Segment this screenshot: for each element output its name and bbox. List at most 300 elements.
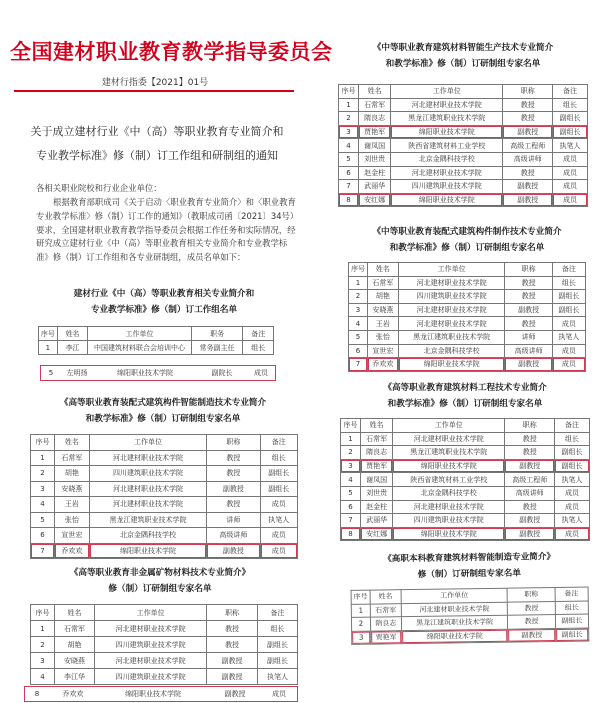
cell-title: 副教授 bbox=[207, 543, 260, 559]
cell-unit: 北京金隅科技学校 bbox=[89, 528, 206, 544]
cell-title: 副教授 bbox=[505, 514, 555, 528]
engineering-table bbox=[340, 418, 590, 541]
prefab-group-title-line-1: 《高等职业教育装配式建筑构件智能制造技术专业简介 bbox=[59, 398, 267, 408]
column-header-unit: 工作单位 bbox=[89, 435, 206, 451]
cell-no: 8 bbox=[339, 193, 359, 207]
cell-title: 常务副主任 bbox=[191, 341, 243, 355]
column-header-name: 姓名 bbox=[367, 263, 398, 277]
cell-note: 成员 bbox=[254, 369, 268, 377]
prefab-group-title bbox=[28, 395, 298, 427]
table-row bbox=[341, 514, 590, 528]
document-number: 建材行指委【2021】01号 bbox=[101, 78, 209, 88]
column-header-name: 姓名 bbox=[370, 590, 401, 604]
cell-title: 讲师 bbox=[207, 512, 260, 528]
cell-note: 组长 bbox=[243, 341, 274, 355]
table-header-row bbox=[349, 263, 586, 277]
cell-name: 谢凤国 bbox=[360, 473, 392, 487]
cell-unit: 河北建材职业技术学院 bbox=[95, 621, 207, 637]
column-header-note: 备注 bbox=[552, 263, 585, 277]
cell-title: 副教授 bbox=[207, 481, 260, 497]
table-row bbox=[341, 486, 590, 500]
column-header-no: 序号 bbox=[39, 327, 58, 341]
cell-note: 成员 bbox=[260, 543, 297, 559]
cell-no: 7 bbox=[31, 543, 55, 559]
cell-title: 副教授 bbox=[503, 125, 553, 139]
cell-title: 副院长 bbox=[211, 369, 233, 377]
cell-unit: 河北建材职业技术学院 bbox=[89, 497, 206, 513]
table-row bbox=[31, 512, 298, 528]
cell-title: 副教授 bbox=[224, 690, 246, 698]
cell-name: 石常军 bbox=[55, 450, 90, 466]
cell-unit: 四川建筑职业技术学院 bbox=[95, 637, 207, 653]
cell-unit: 陕西省建筑材料工业学校 bbox=[391, 139, 503, 153]
undergrad-title-line-1: 《高职本科教育建筑材料智能制造专业简介》 bbox=[383, 552, 556, 565]
table-row bbox=[31, 481, 298, 497]
cell-unit: 绵阳职业技术学院 bbox=[391, 193, 503, 207]
cell-name: 隋良志 bbox=[358, 112, 390, 126]
cell-no: 2 bbox=[341, 446, 361, 460]
cell-no: 4 bbox=[349, 317, 368, 331]
mining-group-title-line-1: 《高等职业教育非金属矿物材料技术专业简介》 bbox=[69, 568, 251, 578]
cell-no: 1 bbox=[39, 341, 58, 355]
prefab-group-title-line-2: 和教学标准》修（制）订研制组专家名单 bbox=[85, 414, 241, 424]
work-group-title-line-1: 建材行业《中（高）等职业教育相关专业简介和 bbox=[73, 289, 255, 299]
cell-no: 1 bbox=[349, 276, 368, 290]
cell-no: 5 bbox=[31, 512, 55, 528]
notice-title-line-1: 关于成立建材行业《中（高）等职业教育专业简介和 bbox=[30, 125, 284, 138]
cell-note: 副组长 bbox=[555, 446, 590, 460]
cell-unit: 黑龙江建筑职业技术学院 bbox=[398, 330, 505, 344]
salutation: 各相关职业院校和行业企业单位： bbox=[36, 183, 162, 193]
cell-name: 石常军 bbox=[55, 621, 95, 637]
cell-no: 3 bbox=[341, 459, 361, 473]
cell-name: 宣世宏 bbox=[367, 344, 398, 358]
cell-no: 4 bbox=[31, 497, 55, 513]
work-group-highlighted-row bbox=[40, 365, 276, 381]
cell-note: 成员 bbox=[552, 344, 585, 358]
mining-group-title-line-2: 修（制）订研制组专家名单 bbox=[108, 584, 212, 594]
column-header-no: 序号 bbox=[31, 435, 55, 451]
cell-note: 组长 bbox=[553, 98, 588, 112]
cell-no: 6 bbox=[349, 344, 368, 358]
column-header-unit: 工作单位 bbox=[401, 588, 508, 603]
column-header-note: 备注 bbox=[555, 419, 590, 433]
cell-title: 副教授 bbox=[505, 527, 555, 541]
table-row bbox=[339, 152, 588, 166]
mining-group-highlighted-row bbox=[24, 686, 298, 702]
engineering-title bbox=[336, 380, 594, 412]
cell-name: 胡艳 bbox=[55, 637, 95, 653]
cell-unit: 河北建材职业技术学院 bbox=[393, 432, 505, 446]
cell-title: 副教授 bbox=[207, 653, 258, 669]
cell-note: 成员 bbox=[552, 317, 585, 331]
cell-unit: 北京金隅科技学校 bbox=[393, 486, 505, 500]
column-header-title: 职称 bbox=[503, 85, 553, 99]
column-header-title: 职称 bbox=[207, 435, 260, 451]
cell-unit: 河北建材职业技术学院 bbox=[398, 276, 505, 290]
column-header-note: 备注 bbox=[553, 85, 588, 99]
cell-no: 7 bbox=[339, 180, 359, 194]
table-row bbox=[339, 166, 588, 180]
cell-name: 胡艳 bbox=[55, 466, 90, 482]
cell-note: 执笔人 bbox=[555, 514, 590, 528]
cell-no: 3 bbox=[339, 125, 359, 139]
cell-name: 石常军 bbox=[360, 432, 392, 446]
table-header-row bbox=[341, 419, 590, 433]
cell-name: 安晓燕 bbox=[55, 653, 95, 669]
cell-note: 执笔人 bbox=[555, 473, 590, 487]
table-row bbox=[31, 669, 298, 685]
cell-unit: 绵阳职业技术学院 bbox=[393, 527, 505, 541]
cell-title: 高级讲师 bbox=[207, 528, 260, 544]
table-row bbox=[31, 621, 298, 637]
cell-title: 高级工程师 bbox=[505, 473, 555, 487]
smart-production-table bbox=[338, 84, 588, 207]
cell-unit: 黑龙江建筑职业技术学院 bbox=[89, 512, 206, 528]
cell-no: 1 bbox=[31, 621, 55, 637]
table-header-row bbox=[339, 85, 588, 99]
column-header-unit: 工作单位 bbox=[391, 85, 503, 99]
cell-note: 副组长 bbox=[555, 628, 588, 642]
cell-unit: 绵阳职业技术学院 bbox=[89, 543, 206, 559]
prefab-group-table bbox=[30, 434, 298, 559]
cell-note: 成员 bbox=[553, 193, 588, 207]
column-header-note: 备注 bbox=[260, 435, 297, 451]
column-header-name: 姓名 bbox=[55, 605, 95, 621]
cell-title: 副教授 bbox=[505, 459, 555, 473]
cell-note: 组长 bbox=[260, 450, 297, 466]
cell-name: 胡艳 bbox=[367, 290, 398, 304]
cell-title: 副教授 bbox=[508, 628, 556, 642]
cell-name: 左明扬 bbox=[66, 369, 88, 377]
cell-unit: 河北建材职业技术学院 bbox=[393, 500, 505, 514]
table-row bbox=[31, 497, 298, 513]
cell-name: 石常军 bbox=[370, 603, 401, 617]
cell-unit: 河北建材职业技术学院 bbox=[398, 317, 505, 331]
table-row bbox=[339, 139, 588, 153]
cell-no: 8 bbox=[34, 690, 40, 698]
cell-unit: 河北建材职业技术学院 bbox=[401, 602, 508, 617]
undergrad-title bbox=[342, 548, 596, 584]
cell-title: 教授 bbox=[207, 450, 260, 466]
cell-name: 安晓燕 bbox=[367, 303, 398, 317]
cell-title: 教授 bbox=[207, 497, 260, 513]
mining-group-table bbox=[30, 604, 298, 685]
table-row bbox=[349, 303, 586, 317]
cell-no: 2 bbox=[339, 112, 359, 126]
notice-paragraph: 根据教育部职成司《关于启动〈职业教育专业简介〉和〈职业教育专业教学标准〉修（制）订工作的通知》（教职成司函〔2021〕34号）要求，全国建材职业教育教学指导委员会根据工作任务和实际情况，经研究成立建材行业《中（高）等职业教育相关专业简介和专业教学标准》修（制）订工作组和各专业研制组，成员名单如下： bbox=[36, 197, 296, 263]
cell-name: 乔欢欢 bbox=[367, 358, 398, 372]
work-group-title bbox=[40, 286, 288, 318]
letterhead-org-name: 全国建材职业教育教学指导委员会 bbox=[10, 39, 333, 64]
cell-name: 宣世宏 bbox=[55, 528, 90, 544]
cell-no: 5 bbox=[339, 152, 359, 166]
cell-title: 教授 bbox=[207, 637, 258, 653]
column-header-title: 职称 bbox=[507, 588, 555, 602]
table-row bbox=[341, 432, 590, 446]
cell-no: 3 bbox=[352, 631, 371, 645]
cell-name: 武丽华 bbox=[360, 514, 392, 528]
table-row bbox=[341, 527, 590, 541]
cell-no: 5 bbox=[341, 486, 361, 500]
cell-title: 高级讲师 bbox=[505, 486, 555, 500]
notice-title bbox=[18, 120, 296, 168]
cell-note: 副组长 bbox=[553, 125, 588, 139]
cell-title: 教授 bbox=[207, 621, 258, 637]
column-header-title: 职称 bbox=[505, 419, 555, 433]
cell-no: 7 bbox=[349, 358, 368, 372]
cell-title: 教授 bbox=[508, 601, 556, 615]
cell-note: 执笔人 bbox=[260, 512, 297, 528]
table-row bbox=[349, 317, 586, 331]
cell-unit: 四川建筑职业技术学院 bbox=[391, 180, 503, 194]
table-header-row bbox=[31, 435, 298, 451]
cell-no: 2 bbox=[349, 290, 368, 304]
cell-title: 教授 bbox=[508, 615, 556, 629]
cell-note: 成员 bbox=[555, 486, 590, 500]
cell-unit: 四川建筑职业技术学院 bbox=[398, 290, 505, 304]
cell-unit: 北京金隅科技学校 bbox=[398, 344, 505, 358]
table-row bbox=[349, 276, 586, 290]
work-group-table bbox=[38, 326, 274, 355]
cell-name: 李江华 bbox=[55, 669, 95, 685]
table-row bbox=[31, 637, 298, 653]
cell-unit: 绵阳职业技术学院 bbox=[398, 358, 505, 372]
column-header-unit: 工作单位 bbox=[95, 605, 207, 621]
cell-unit: 河北建材职业技术学院 bbox=[391, 166, 503, 180]
cell-note: 成员 bbox=[553, 152, 588, 166]
table-row bbox=[341, 459, 590, 473]
cell-name: 隋良志 bbox=[370, 617, 401, 631]
cell-note: 组长 bbox=[555, 601, 588, 615]
engineering-title-line-1: 《高等职业教育建筑材料工程技术专业简介 bbox=[383, 383, 547, 393]
cell-title: 教授 bbox=[505, 500, 555, 514]
cell-title: 副教授 bbox=[503, 193, 553, 207]
cell-name: 谢凤国 bbox=[358, 139, 390, 153]
cell-unit: 中国建筑材料联合会培训中心 bbox=[88, 341, 191, 355]
cell-note: 成员 bbox=[552, 358, 585, 372]
cell-note: 副组长 bbox=[552, 290, 585, 304]
table-row bbox=[339, 112, 588, 126]
cell-title: 高级讲师 bbox=[505, 344, 552, 358]
cell-no: 5 bbox=[349, 330, 368, 344]
cell-title: 高级工程师 bbox=[503, 139, 553, 153]
column-header-name: 姓名 bbox=[55, 435, 90, 451]
cell-name: 李江 bbox=[57, 341, 88, 355]
column-header-no: 序号 bbox=[341, 419, 361, 433]
cell-unit: 河北建材职业技术学院 bbox=[89, 450, 206, 466]
cell-no: 6 bbox=[31, 528, 55, 544]
cell-unit: 北京金隅科技学校 bbox=[391, 152, 503, 166]
cell-no: 1 bbox=[339, 98, 359, 112]
cell-note: 副组长 bbox=[260, 481, 297, 497]
cell-title: 副教授 bbox=[207, 669, 258, 685]
cell-no: 2 bbox=[351, 617, 370, 631]
engineering-panel bbox=[336, 378, 594, 544]
mid-prefab-title-line-1: 《中等职业教育装配式建筑构件制作技术专业简介 bbox=[372, 227, 562, 237]
cell-no: 6 bbox=[339, 166, 359, 180]
cell-no: 1 bbox=[341, 432, 361, 446]
column-header-title: 职称 bbox=[505, 263, 552, 277]
table-row bbox=[339, 180, 588, 194]
table-row bbox=[339, 193, 588, 207]
table-row bbox=[31, 653, 298, 669]
cell-note: 组长 bbox=[257, 621, 297, 637]
notice-title-line-2: 专业教学标准》修（制）订工作组和研制组的通知 bbox=[36, 149, 278, 162]
cell-unit: 河北建材职业技术学院 bbox=[89, 481, 206, 497]
cell-note: 副组长 bbox=[555, 614, 588, 628]
cell-no: 1 bbox=[31, 450, 55, 466]
cell-unit: 黑龙江建筑职业技术学院 bbox=[393, 446, 505, 460]
cell-unit: 绵阳职业技术学院 bbox=[391, 125, 503, 139]
cell-title: 教授 bbox=[505, 432, 555, 446]
mid-prefab-title-line-2: 和教学标准》修（制）订研制组专家名单 bbox=[389, 243, 545, 253]
cell-note: 成员 bbox=[555, 500, 590, 514]
column-header-title: 职务 bbox=[191, 327, 243, 341]
cell-title: 教授 bbox=[207, 466, 260, 482]
cell-title: 副教授 bbox=[505, 358, 552, 372]
column-header-title: 职称 bbox=[207, 605, 258, 621]
cell-name: 武丽华 bbox=[358, 180, 390, 194]
cell-unit: 绵阳职业技术学院 bbox=[125, 690, 181, 698]
cell-note: 副组长 bbox=[257, 637, 297, 653]
column-header-unit: 工作单位 bbox=[88, 327, 191, 341]
cell-note: 成员 bbox=[272, 690, 286, 698]
cell-no: 2 bbox=[31, 466, 55, 482]
cell-name: 石常军 bbox=[367, 276, 398, 290]
column-header-note: 备注 bbox=[257, 605, 297, 621]
cell-title: 副教授 bbox=[505, 303, 552, 317]
cell-note: 副组长 bbox=[257, 653, 297, 669]
cell-note: 执笔人 bbox=[552, 330, 585, 344]
cell-name: 安晓燕 bbox=[55, 481, 90, 497]
table-row bbox=[31, 528, 298, 544]
cell-note: 组长 bbox=[555, 432, 590, 446]
cell-name: 张怡 bbox=[367, 330, 398, 344]
cell-unit: 陕西省建筑材料工业学校 bbox=[393, 473, 505, 487]
table-row bbox=[349, 344, 586, 358]
table-row bbox=[349, 290, 586, 304]
column-header-no: 序号 bbox=[339, 85, 359, 99]
table-row bbox=[352, 628, 589, 645]
cell-name: 隋良志 bbox=[360, 446, 392, 460]
cell-title: 副教授 bbox=[503, 180, 553, 194]
cell-title: 高级讲师 bbox=[503, 152, 553, 166]
cell-title: 教授 bbox=[505, 290, 552, 304]
smart-production-title-line-2: 和教学标准》修（制）订研制组专家名单 bbox=[385, 59, 541, 69]
work-group-title-line-2: 专业教学标准》修（制）订工作组名单 bbox=[90, 305, 238, 315]
cell-note: 成员 bbox=[553, 180, 588, 194]
cell-unit: 绵阳职业技术学院 bbox=[393, 459, 505, 473]
engineering-title-line-2: 和教学标准》修（制）订研制组专家名单 bbox=[387, 399, 543, 409]
cell-title: 教授 bbox=[503, 112, 553, 126]
cell-name: 王岩 bbox=[55, 497, 90, 513]
column-header-name: 姓名 bbox=[57, 327, 88, 341]
cell-note: 副组长 bbox=[555, 459, 590, 473]
cell-name: 石常军 bbox=[358, 98, 390, 112]
cell-note: 成员 bbox=[555, 527, 590, 541]
cell-unit: 河北建材职业技术学院 bbox=[391, 98, 503, 112]
column-header-name: 姓名 bbox=[358, 85, 390, 99]
cell-no: 3 bbox=[31, 481, 55, 497]
cell-no: 7 bbox=[341, 514, 361, 528]
cell-title: 讲师 bbox=[505, 330, 552, 344]
smart-production-title bbox=[332, 40, 594, 72]
cell-title: 教授 bbox=[505, 317, 552, 331]
cell-name: 王岩 bbox=[367, 317, 398, 331]
cell-no: 3 bbox=[349, 303, 368, 317]
cell-unit: 四川建筑职业技术学院 bbox=[393, 514, 505, 528]
table-row bbox=[341, 500, 590, 514]
cell-note: 组长 bbox=[552, 276, 585, 290]
cell-unit: 河北建材职业技术学院 bbox=[95, 653, 207, 669]
table-row bbox=[339, 98, 588, 112]
cell-unit: 绵阳职业技术学院 bbox=[117, 369, 173, 377]
cell-name: 张怡 bbox=[55, 512, 90, 528]
cell-title: 教授 bbox=[503, 166, 553, 180]
column-header-note: 备注 bbox=[243, 327, 274, 341]
cell-no: 2 bbox=[31, 637, 55, 653]
cell-name: 乔欢欢 bbox=[62, 690, 84, 698]
table-header-row bbox=[39, 327, 274, 341]
cell-no: 1 bbox=[351, 604, 370, 618]
cell-no: 3 bbox=[31, 653, 55, 669]
cell-name: 安红娜 bbox=[358, 193, 390, 207]
cell-note: 副组长 bbox=[260, 466, 297, 482]
cell-unit: 黑龙江建筑职业技术学院 bbox=[401, 615, 508, 630]
smart-production-title-line-1: 《中等职业教育建筑材料智能生产技术专业简介 bbox=[372, 43, 554, 53]
mid-prefab-table bbox=[348, 262, 586, 372]
table-row bbox=[349, 358, 586, 372]
column-header-note: 备注 bbox=[555, 587, 588, 601]
table-row bbox=[31, 543, 298, 559]
undergrad-title-line-2: 修（制）订研制组专家名单 bbox=[417, 568, 521, 580]
cell-name: 贾艳军 bbox=[360, 459, 392, 473]
column-header-name: 姓名 bbox=[360, 419, 392, 433]
cell-name: 刘世贵 bbox=[360, 486, 392, 500]
column-header-no: 序号 bbox=[31, 605, 55, 621]
cell-no: 6 bbox=[341, 500, 361, 514]
cell-note: 成员 bbox=[260, 497, 297, 513]
cell-name: 赵金柱 bbox=[358, 166, 390, 180]
table-row bbox=[31, 450, 298, 466]
cell-name: 贾艳军 bbox=[371, 630, 402, 644]
cell-note: 副组长 bbox=[553, 112, 588, 126]
cell-unit: 黑龙江建筑职业技术学院 bbox=[391, 112, 503, 126]
letterhead-divider bbox=[14, 90, 294, 92]
column-header-unit: 工作单位 bbox=[393, 419, 505, 433]
cell-note: 执笔人 bbox=[553, 139, 588, 153]
column-header-no: 序号 bbox=[349, 263, 368, 277]
mid-prefab-title bbox=[340, 224, 594, 256]
cell-note: 副组长 bbox=[552, 303, 585, 317]
cell-no: 5 bbox=[48, 369, 54, 377]
cell-name: 赵金柱 bbox=[360, 500, 392, 514]
table-row bbox=[349, 330, 586, 344]
smart-production-panel bbox=[332, 38, 594, 218]
cell-no: 4 bbox=[31, 669, 55, 685]
cell-no: 4 bbox=[341, 473, 361, 487]
cell-name: 贾艳军 bbox=[358, 125, 390, 139]
cell-unit: 四川建筑职业技术学院 bbox=[95, 669, 207, 685]
cell-no: 4 bbox=[339, 139, 359, 153]
cell-no: 8 bbox=[341, 527, 361, 541]
cell-unit: 绵阳职业技术学院 bbox=[401, 629, 508, 644]
cell-name: 安红娜 bbox=[360, 527, 392, 541]
table-row bbox=[341, 446, 590, 460]
cell-name: 刘世贵 bbox=[358, 152, 390, 166]
cell-note: 执笔人 bbox=[257, 669, 297, 685]
